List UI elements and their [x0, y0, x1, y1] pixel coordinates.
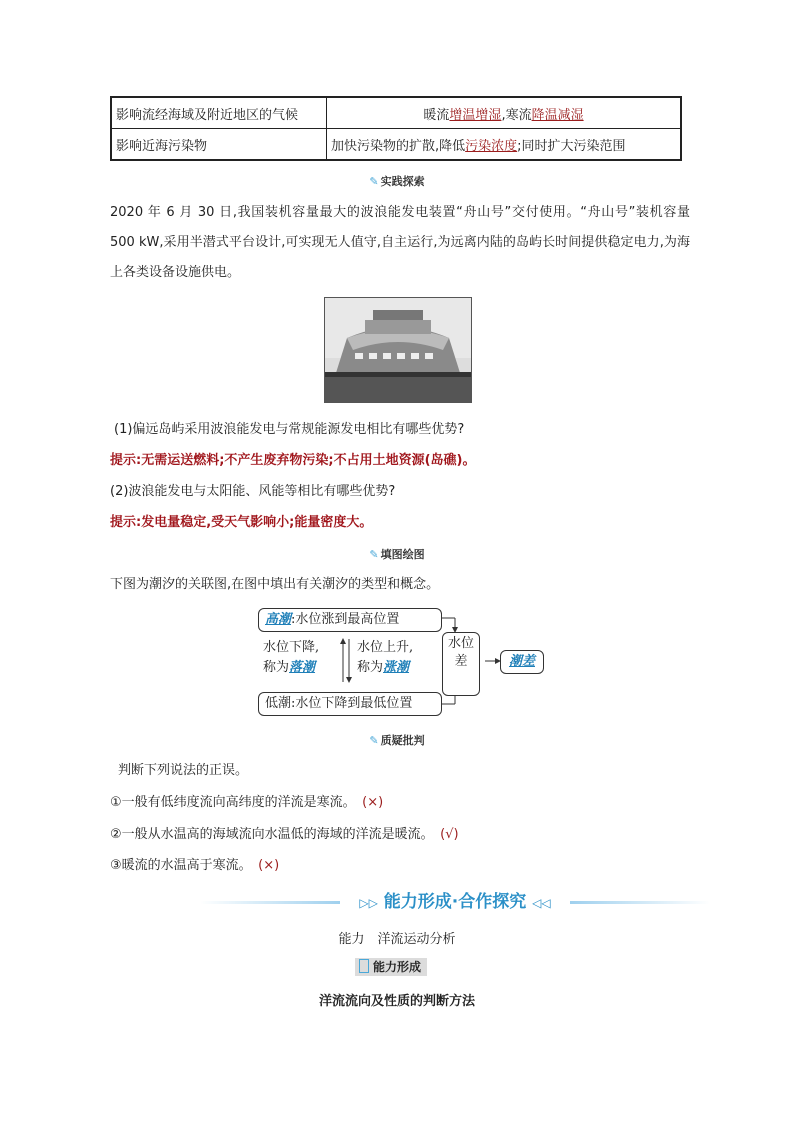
text: 加快污染物的扩散,降低	[331, 138, 466, 154]
text: 暖流	[423, 107, 450, 123]
table-cell	[327, 97, 682, 129]
pen-icon: ✎	[369, 175, 379, 188]
ability-title: 能力 洋流运动分析	[338, 932, 456, 947]
table-cell: 影响流经海域及附近地区的气候	[111, 97, 327, 129]
answer-2: 提示:发电量稳定,受天气影响小;能量密度大。	[110, 515, 373, 530]
low-tide-box: 低潮:水位下降到最低位置	[258, 692, 442, 716]
question-1: (1)偏远岛屿采用波浪能发电与常规能源发电相比有哪些优势?	[114, 422, 465, 437]
table-row	[111, 97, 681, 129]
table-row	[111, 129, 681, 161]
section-banner	[200, 888, 710, 916]
high-tide-answer: 高潮	[265, 612, 292, 627]
diagram-intro: 下图为潮汐的关联图,在图中填出有关潮汐的类型和概念。	[110, 577, 440, 592]
judge-item: ③暖流的水温高于寒流。 (×)	[110, 858, 280, 873]
flood-answer: 涨潮	[383, 660, 410, 675]
pen-icon: ✎	[369, 734, 379, 747]
text: ,寒流	[501, 107, 532, 123]
water-level-diff-box: 水位差	[442, 632, 480, 696]
high-tide-box: 高潮:水位涨到最高位置	[258, 608, 442, 632]
effects-table	[110, 96, 682, 161]
answer-text: 增温增湿	[449, 107, 502, 123]
wave-generator-photo	[324, 297, 472, 403]
ebb-answer: 落潮	[289, 660, 316, 675]
method-title: 洋流流向及性质的判断方法	[318, 994, 475, 1009]
double-arrow-icon: ▷▷	[359, 896, 378, 910]
practice-paragraph: 2020 年 6 月 30 日,我国装机容量最大的波浪能发电装置“舟山号”交付使用。“舟山号”装机容量 500 kW,采用半潜式平台设计,可实现无人值守,自主运行,为远离内陆的岛屿长时间提供稳定电力,为海上各类设备设施供电。	[110, 205, 690, 280]
banner-line	[200, 901, 340, 904]
double-arrow-icon: ◁◁	[532, 896, 551, 910]
text: ;同时扩大污染范围	[517, 138, 626, 154]
section-heading-diagram: ✎ 填图绘图	[369, 548, 425, 561]
ability-tag: 能力形成	[355, 958, 427, 976]
judge-item: ①一般有低纬度流向高纬度的洋流是寒流。 (×)	[110, 795, 384, 810]
judge-intro: 判断下列说法的正误。	[118, 763, 249, 778]
book-icon	[359, 959, 369, 973]
tidal-range-box	[500, 650, 544, 674]
tide-diagram	[255, 606, 545, 718]
fall-label: 水位下降, 称为落潮	[263, 640, 320, 675]
banner-title: ▷▷ 能力形成·合作探究 ◁◁	[359, 892, 551, 912]
tidal-range-answer: 潮差	[508, 654, 535, 669]
table-cell	[327, 129, 682, 161]
rise-label: 水位上升, 称为涨潮	[357, 640, 414, 675]
answer-text: 污染浓度	[465, 138, 518, 154]
answer-text: 降温减湿	[531, 107, 584, 123]
pen-icon: ✎	[369, 548, 379, 561]
question-2: (2)波浪能发电与太阳能、风能等相比有哪些优势?	[110, 484, 396, 499]
judge-item: ②一般从水温高的海域流向水温低的海域的洋流是暖流。 (√)	[110, 827, 459, 842]
section-heading-practice: ✎ 实践探索	[369, 175, 425, 188]
answer-1: 提示:无需运送燃料;不产生废弃物污染;不占用土地资源(岛礁)。	[110, 453, 476, 468]
banner-line	[570, 901, 710, 904]
section-heading-judge: ✎ 质疑批判	[369, 734, 425, 747]
table-cell: 影响近海污染物	[111, 129, 327, 161]
